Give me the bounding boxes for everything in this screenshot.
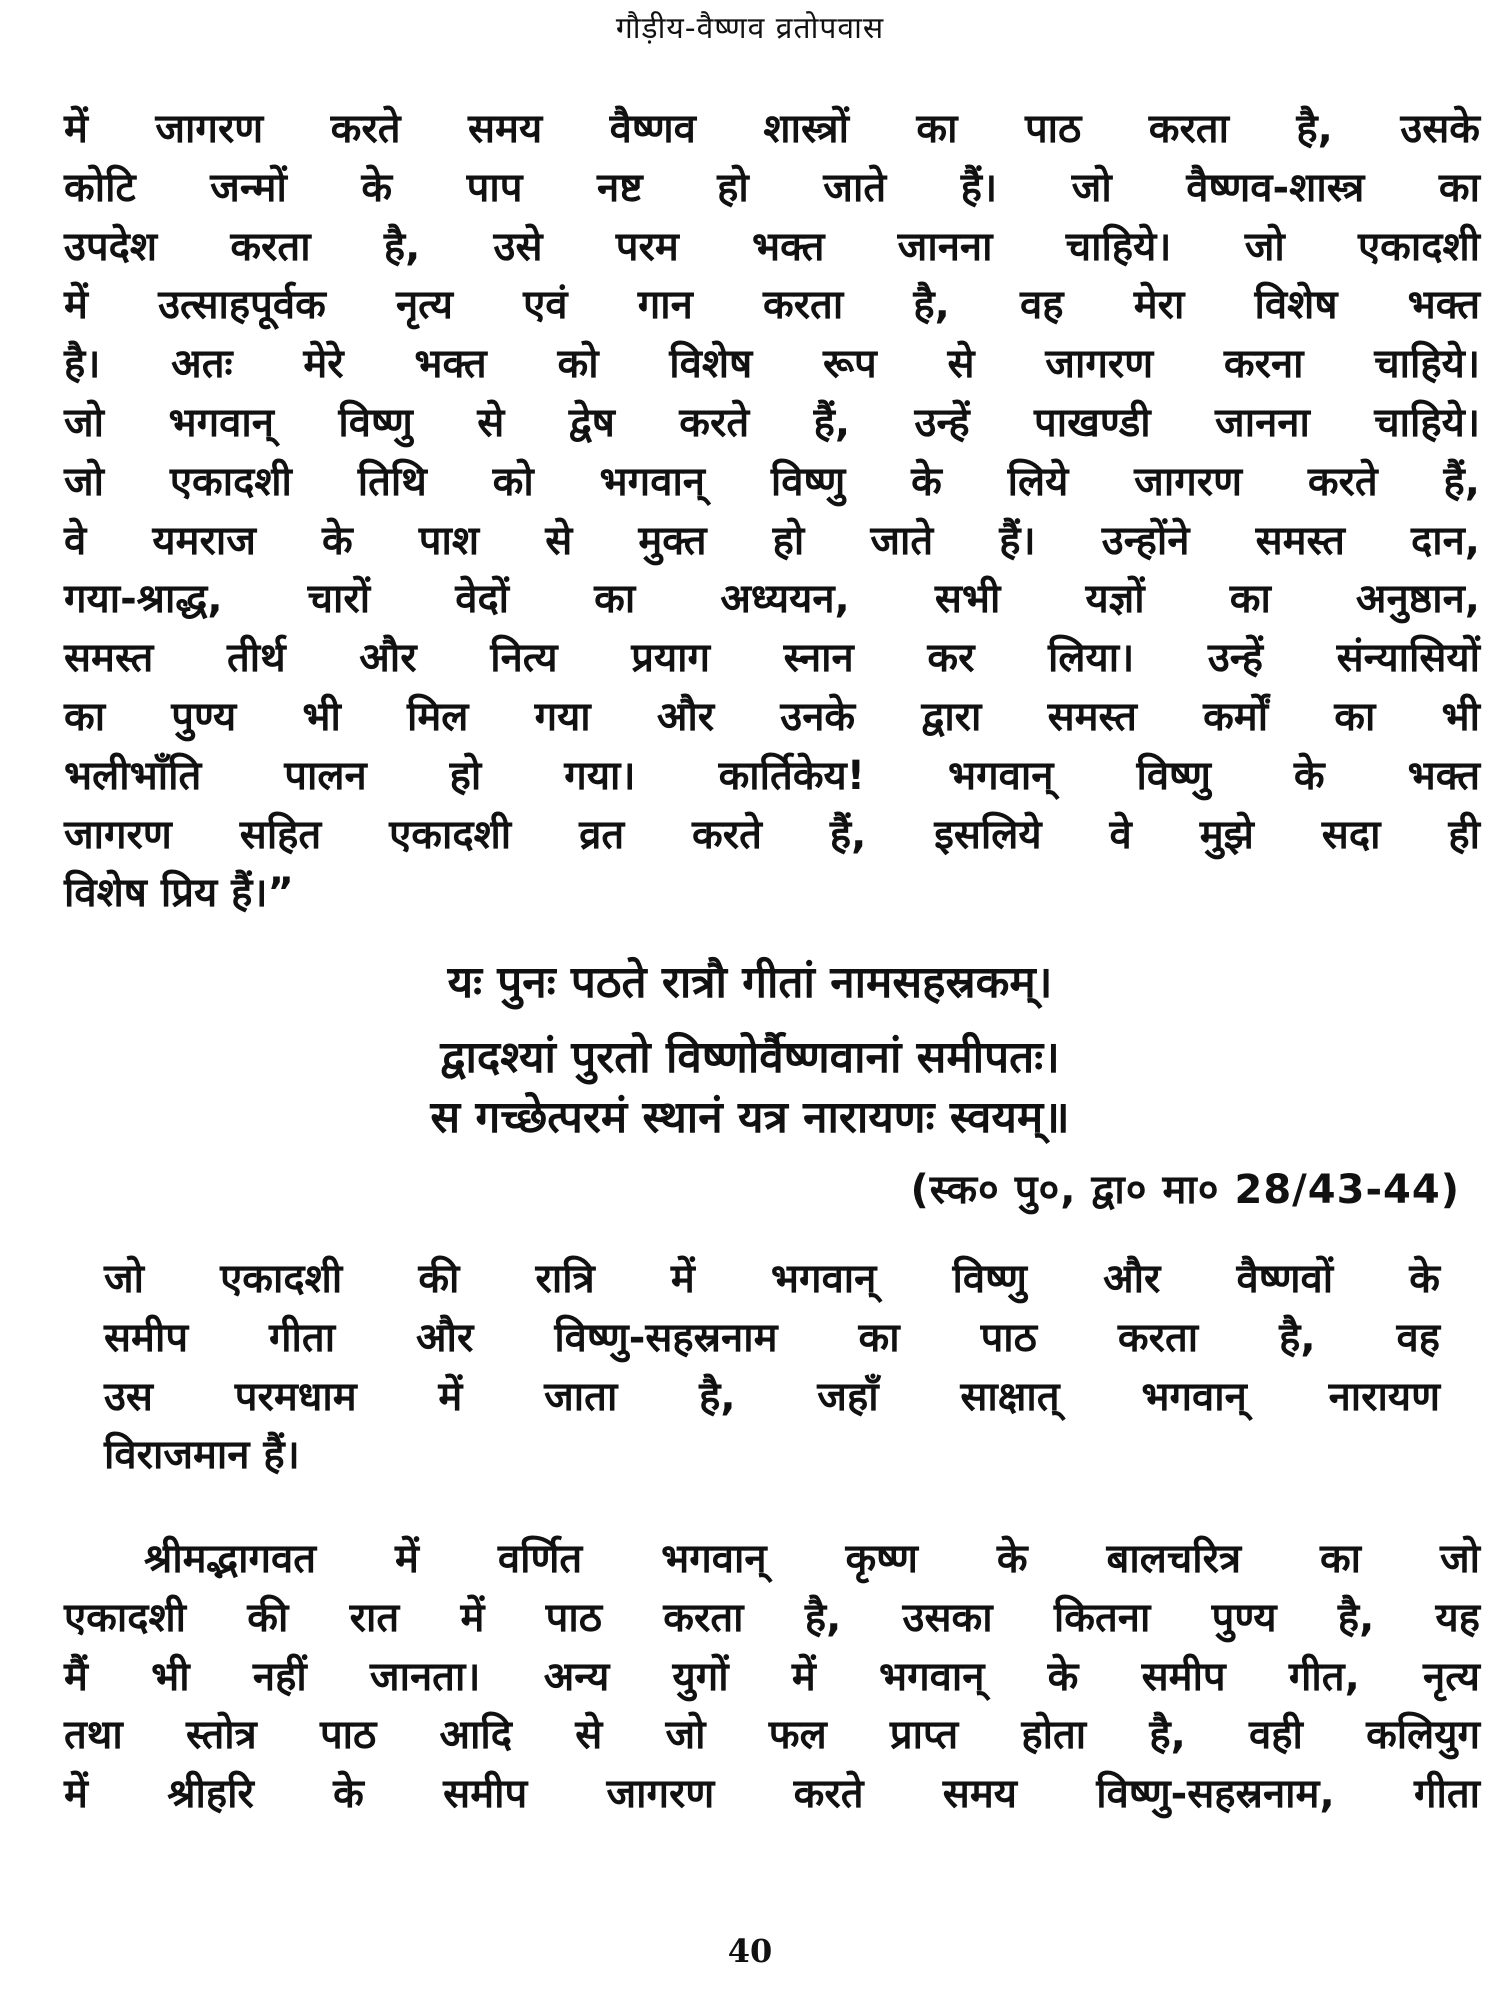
- paragraph-line: में उत्साहपूर्वक नृत्य एवं गान करता है, वह मेरा विशेष भक्त: [64, 282, 1480, 329]
- paragraph-line: वे यमराज के पाश से मुक्त हो जाते हैं। उन्होंने समस्त दान,: [64, 517, 1480, 564]
- running-header-title: गौड़ीय-वैष्णव व्रतोपवास: [615, 11, 885, 46]
- paragraph-1: [64, 100, 1480, 923]
- paragraph-line: में श्रीहरि के समीप जागरण करते समय विष्णु-सहस्रनाम, गीता: [64, 1771, 1480, 1818]
- verse-line-3: स गच्छेत्परमं स्थानं यत्र नारायणः स्वयम्॥: [430, 1092, 1070, 1143]
- paragraph-line: तथा स्तोत्र पाठ आदि से जो फल प्राप्त होता है, वही कलियुग: [64, 1712, 1480, 1759]
- verse-line-1: यः पुनः पठते रात्रौ गीतां नामसहस्रकम्।: [447, 957, 1053, 1008]
- paragraph-line: में जागरण करते समय वैष्णव शास्त्रों का पाठ करता है, उसके: [64, 106, 1480, 152]
- verse-line-2: द्वादश्यां पुरतो विष्णोर्वैष्णवानां समीपतः।: [440, 1032, 1060, 1083]
- paragraph-line: है। अतः मेरे भक्त को विशेष रूप से जागरण करना चाहिये।: [64, 341, 1480, 388]
- paragraph-line: समीप गीता और विष्णु-सहस्रनाम का पाठ करता है, वह: [104, 1314, 1440, 1361]
- paragraph-line: समस्त तीर्थ और नित्य प्रयाग स्नान कर लिया। उन्हें संन्यासियों: [64, 635, 1480, 682]
- paragraph-line: कोटि जन्मों के पाप नष्ट हो जाते हैं। जो वैष्णव-शास्त्र का: [64, 164, 1480, 211]
- paragraph-line: उस परमधाम में जाता है, जहाँ साक्षात् भगवान् नारायण: [104, 1373, 1440, 1420]
- paragraph-line: जागरण सहित एकादशी व्रत करते हैं, इसलिये वे मुझे सदा ही: [64, 811, 1480, 858]
- page-number: 40: [727, 1932, 773, 1970]
- paragraph-line: विशेष प्रिय हैं।”: [64, 870, 294, 917]
- paragraph-3: [64, 1530, 1480, 1824]
- paragraph-line: उपदेश करता है, उसे परम भक्त जानना चाहिये। जो एकादशी: [64, 223, 1480, 270]
- paragraph-line: जो एकादशी की रात्रि में भगवान् विष्णु और वैष्णवों के: [104, 1256, 1440, 1302]
- paragraph-line: का पुण्य भी मिल गया और उनके द्वारा समस्त कर्मों का भी: [64, 693, 1480, 740]
- paragraph-line: जो एकादशी तिथि को भगवान् विष्णु के लिये जागरण करते हैं,: [64, 458, 1480, 505]
- paragraph-line: श्रीमद्भागवत में वर्णित भगवान् कृष्ण के बालचरित्र का जो: [144, 1536, 1480, 1582]
- paragraph-2: [104, 1250, 1440, 1485]
- paragraph-line: विराजमान हैं।: [104, 1432, 300, 1479]
- paragraph-line: गया-श्राद्ध, चारों वेदों का अध्ययन, सभी यज्ञों का अनुष्ठान,: [64, 576, 1480, 623]
- paragraph-line: मैं भी नहीं जानता। अन्य युगों में भगवान् के समीप गीत, नृत्य: [64, 1653, 1480, 1700]
- paragraph-line: जो भगवान् विष्णु से द्वेष करते हैं, उन्हें पाखण्डी जानना चाहिये।: [64, 399, 1480, 446]
- verse-citation: (स्क० पु०, द्वा० मा० 28/43-44): [910, 1167, 1460, 1213]
- paragraph-line: एकादशी की रात में पाठ करता है, उसका कितना पुण्य है, यह: [64, 1594, 1480, 1641]
- paragraph-line: भलीभाँति पालन हो गया। कार्तिकेय! भगवान् विष्णु के भक्त: [64, 752, 1480, 799]
